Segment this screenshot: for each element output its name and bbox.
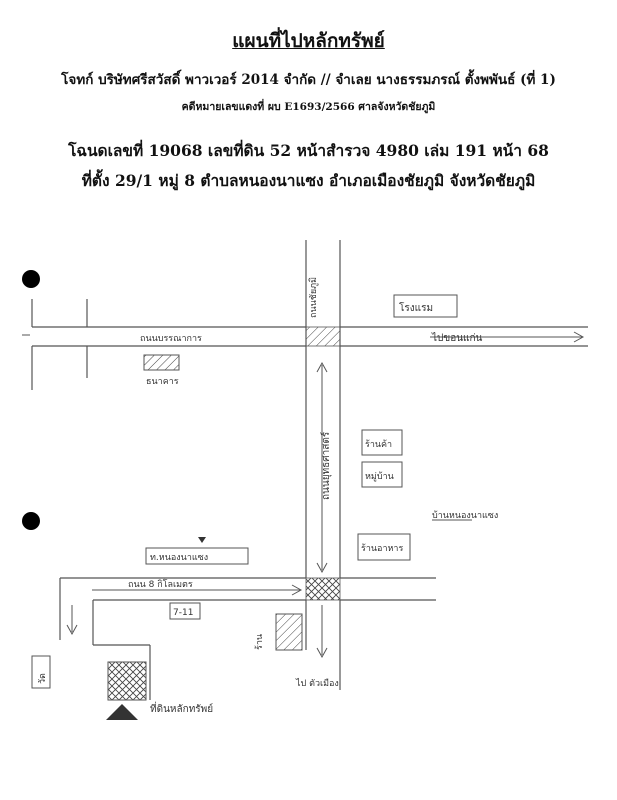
label-to-bottom: ไป ตัวเมือง	[296, 679, 339, 689]
label-bank: ธนาคาร	[146, 377, 179, 387]
page-title: แผนที่ไปหลักทรัพย์	[232, 30, 385, 52]
label-shop-3: ร้านอาหาร	[361, 544, 404, 554]
label-road-top-left: ถนนบรรณาการ	[140, 334, 202, 344]
label-shop-2: หมู่บ้าน	[365, 472, 394, 482]
label-road-vertical-top: ถนนชัยภูมิ	[309, 276, 319, 318]
label-small-left: วัด	[38, 673, 48, 684]
label-small-mid: ร้าน	[255, 633, 265, 650]
label-banner: ท.หนองนาแซง	[150, 553, 209, 563]
deed-line: โฉนดเลขที่ 19068 เลขที่ดิน 52 หน้าสำรวจ 4980 เล่ม 191 หน้า 68	[68, 141, 549, 160]
location-line: ที่ตั้ง 29/1 หมู่ 8 ตำบลหนองนาแซง อำเภอเมืองชัยภูมิ จังหวัดชัยภูมิ	[81, 171, 536, 190]
owner-line: โจทก์ บริษัทศรีสวัสดิ์ พาวเวอร์ 2014 จำกัด // จำเลย นางธรรมภรณ์ ตั้งพพันธ์ (ที่ 1)	[61, 72, 556, 88]
subject-parcel	[108, 662, 146, 700]
landmark-triangle	[106, 704, 138, 720]
property-parcel	[276, 614, 302, 650]
intersection-bottom	[306, 578, 340, 600]
label-seven-eleven: 7-11	[173, 608, 194, 618]
label-to-right: บ้านหนองนาแซง	[432, 511, 499, 521]
label-road-vertical-mid: ถนนยุทธศาสตร์	[321, 431, 332, 500]
label-hotel: โรงแรม	[399, 303, 434, 314]
bank-box	[144, 355, 179, 370]
intersection-top	[306, 327, 340, 346]
label-shop-1: ร้านค้า	[365, 440, 393, 450]
case-line: คดีหมายเลขแดงที่ ผบ E1693/2566 ศาลจังหวัดชัยภูมิ	[181, 101, 436, 113]
label-to-khon-kaen: ไปขอนแก่น	[432, 333, 483, 344]
marker-down	[198, 537, 206, 543]
label-road-bottom: ถนน 8 กิโลเมตร	[128, 580, 193, 590]
label-landmark: ที่ดินหลักทรัพย์	[150, 704, 214, 715]
